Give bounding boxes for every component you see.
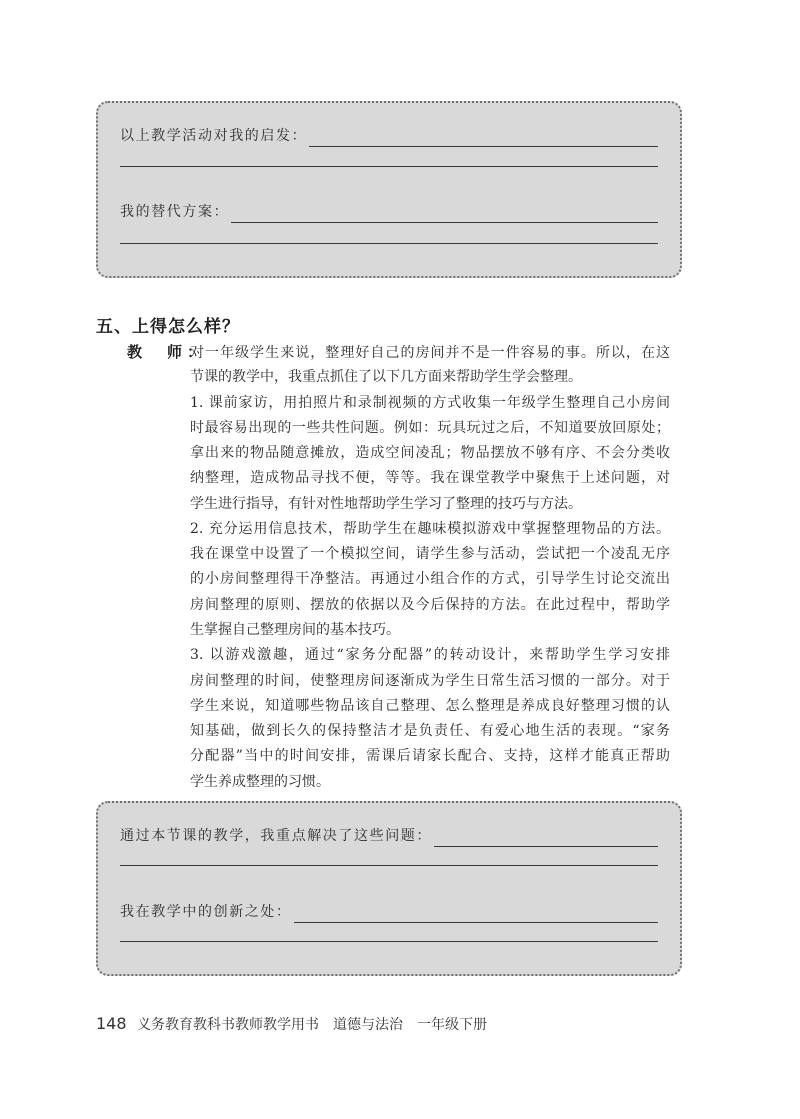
summary-box: [96, 801, 682, 976]
speaker-label: 教 师：: [127, 343, 208, 361]
text-line: 拿出来的物品随意摊放，造成空间凌乱；物品摆放不够有序、不会分类收: [190, 445, 670, 461]
text-line: 对一年级学生来说，整理好自己的房间并不是一件容易的事。所以，在这: [190, 345, 670, 361]
solved-answer-line-2[interactable]: [120, 865, 658, 866]
section-heading: 五、上得怎么样？: [96, 317, 240, 337]
book-title: 义务教育教科书教师教学用书 道德与法治 一年级下册: [137, 1017, 487, 1033]
text-line: 我在课堂中设置了一个模拟空间，请学生参与活动，尝试把一个凌乱无序: [190, 546, 670, 562]
page-footer: [96, 1014, 487, 1034]
solved-label: 通过本节课的教学，我重点解决了这些问题：: [120, 828, 432, 844]
text-line: 房间整理的时间，使整理房间逐渐成为学生日常生活习惯的一部分。对于: [190, 673, 670, 689]
text-line: 的小房间整理得干净整洁。再通过小组合作的方式，引导学生讨论交流出: [190, 571, 670, 587]
text-line: 学生养成整理的习惯。: [190, 774, 330, 790]
inspiration-row: [120, 125, 658, 147]
text-line: 3. 以游戏激趣，通过“家务分配器”的转动设计，来帮助学生学习安排: [190, 647, 670, 663]
alternative-label: 我的替代方案：: [120, 204, 230, 220]
inspiration-label: 以上教学活动对我的启发：: [120, 128, 308, 144]
innovation-answer-line[interactable]: [294, 921, 658, 923]
text-line: 知基础，做到长久的保持整洁才是负责任、有爱心地生活的表现。“家务: [190, 723, 670, 739]
text-line: 生掌握自己整理房间的基本技巧。: [190, 622, 400, 638]
text-line: 分配器”当中的时间安排，需课后请家长配合、支持，这样才能真正帮助: [190, 748, 670, 764]
alternative-row: [120, 201, 658, 223]
text-line: 纳整理，造成物品寻找不便，等等。我在课堂教学中聚焦于上述问题，对: [190, 470, 670, 486]
text-line: 房间整理的原则、摆放的依据以及今后保持的方法。在此过程中，帮助学: [190, 597, 670, 613]
inspiration-answer-line[interactable]: [309, 145, 658, 147]
solved-answer-line[interactable]: [434, 845, 658, 847]
reflection-box: [96, 101, 682, 278]
inspiration-answer-line-2[interactable]: [120, 166, 658, 167]
page-number: 148: [96, 1014, 127, 1033]
text-line: 2. 充分运用信息技术，帮助学生在趣味模拟游戏中掌握整理物品的方法。: [190, 521, 670, 537]
text-line: 学生来说，知道哪些物品该自己整理、怎么整理是养成良好整理习惯的认: [190, 698, 670, 714]
text-line: 1. 课前家访，用拍照片和录制视频的方式收集一年级学生整理自己小房间: [190, 395, 670, 411]
alternative-answer-line[interactable]: [231, 221, 658, 223]
innovation-answer-line-2[interactable]: [120, 941, 658, 942]
text-line: 节课的教学中，我重点抓住了以下几方面来帮助学生学会整理。: [190, 369, 582, 385]
text-line: 学生进行指导，有针对性地帮助学生学习了整理的技巧与方法。: [190, 496, 582, 512]
innovation-label: 我在教学中的创新之处：: [120, 904, 292, 920]
solved-row: [120, 825, 658, 847]
innovation-row: [120, 901, 658, 923]
alternative-answer-line-2[interactable]: [120, 243, 658, 244]
text-line: 时最容易出现的一些共性问题。例如：玩具玩过之后，不知道要放回原处；: [190, 420, 670, 436]
